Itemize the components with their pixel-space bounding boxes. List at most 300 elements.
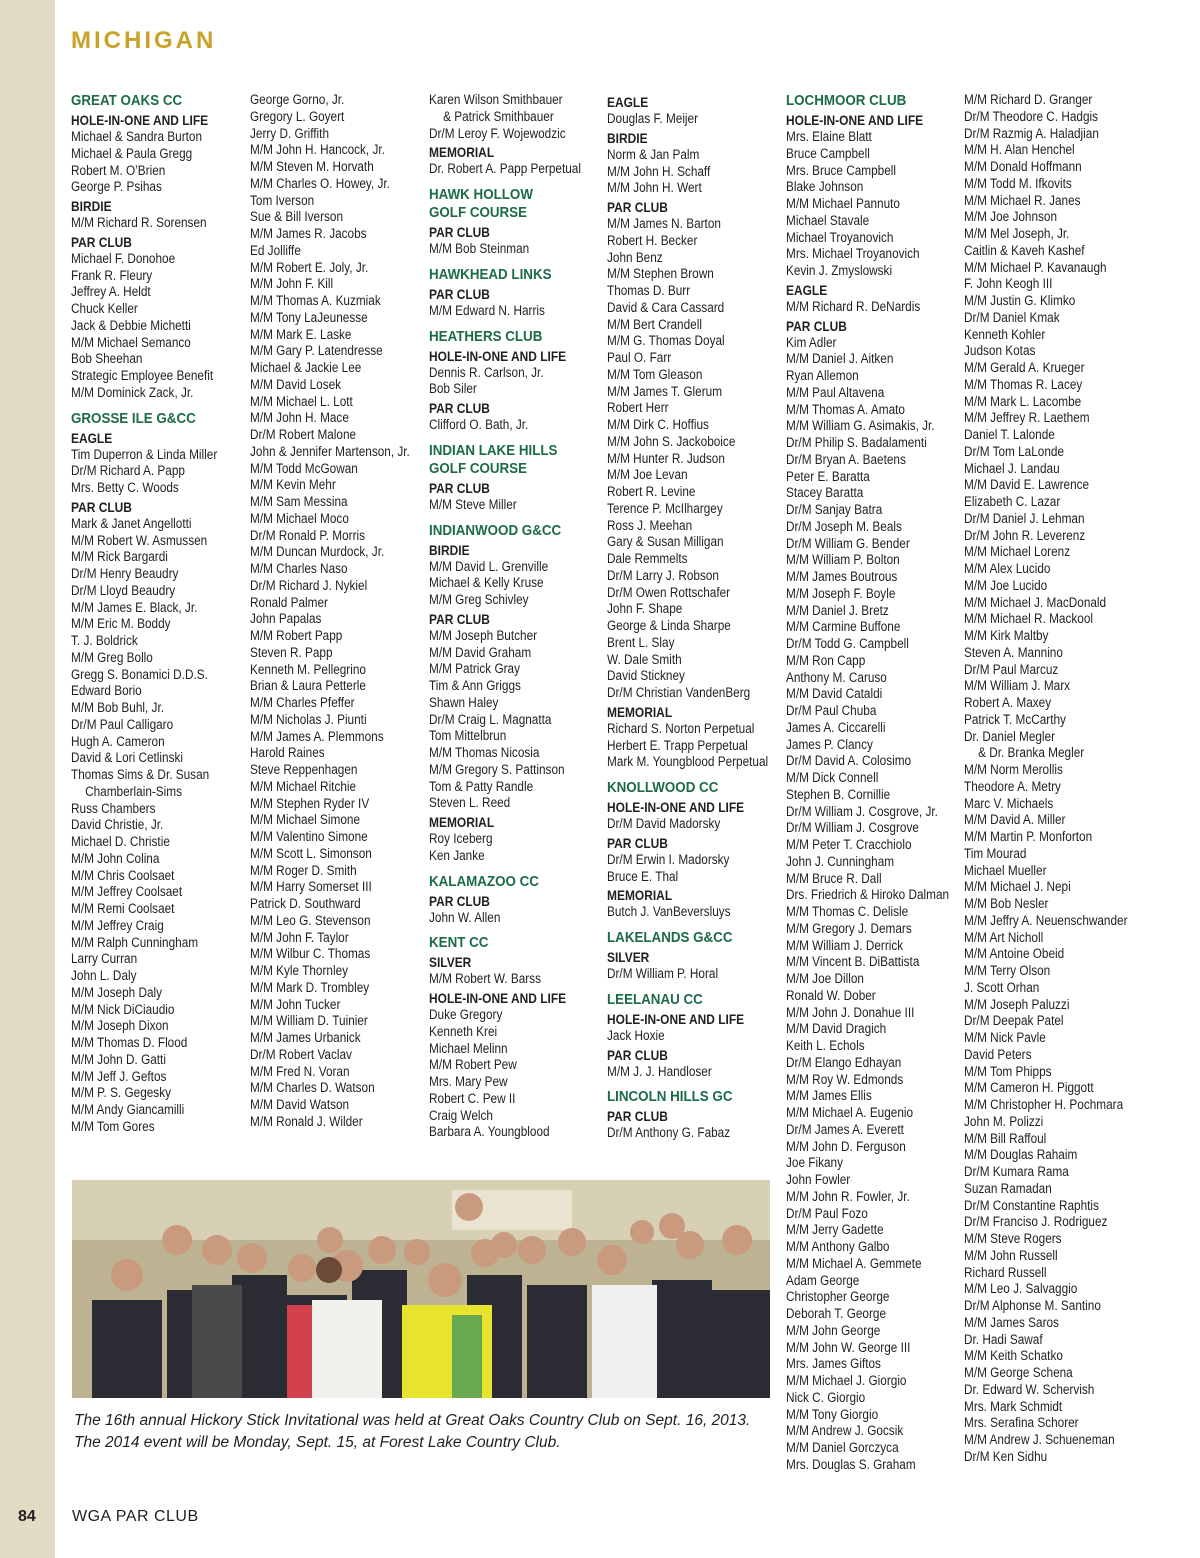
member-name: Michael & Jackie Lee	[250, 360, 362, 375]
member-name: M/M Michael Semanco	[71, 334, 191, 350]
member-name: James A. Ciccarelli	[786, 719, 886, 735]
member-name: Steven A. Mannino	[964, 644, 1063, 660]
member-name: Terence P. McIlhargey	[607, 500, 723, 516]
member-name: Brent L. Slay	[607, 634, 675, 650]
member-name: M/M Nicholas J. Piunti	[250, 711, 367, 727]
member-name: M/M Ron Capp	[786, 652, 866, 668]
member-name: Drs. Friedrich & Hiroko Dalman	[786, 887, 950, 903]
member-name: M/M Michael Moco	[250, 510, 349, 526]
member-name: M/M Andrew J. Gocsik	[786, 1423, 904, 1439]
club-heading: KENT CC	[429, 934, 489, 952]
member-name: Dr/M John R. Leverenz	[964, 527, 1086, 543]
member-name: F. John Keogh III	[964, 276, 1053, 292]
member-name: M/M David E. Lawrence	[964, 477, 1090, 493]
member-name: M/M H. Alan Henchel	[964, 142, 1075, 158]
member-name: M/M Jeffrey Coolsaet	[71, 884, 183, 900]
member-name: Tom & Patty Randle	[429, 778, 534, 794]
member-name: M/M Peter T. Cracchiolo	[786, 837, 912, 852]
member-name: Kenneth Krei	[429, 1023, 498, 1039]
member-name: Herbert E. Trapp Perpetual	[607, 737, 748, 753]
member-name: Judson Kotas	[964, 343, 1036, 359]
member-name: Deborah T. George	[786, 1306, 887, 1321]
member-name: Jack & Debbie Michetti	[71, 317, 191, 333]
member-name: M/M Thomas R. Lacey	[964, 376, 1083, 392]
member-name: M/M John Tucker	[250, 996, 341, 1012]
member-name: Robert R. Levine	[607, 484, 696, 499]
member-name: Dr/M Tom LaLonde	[964, 443, 1065, 459]
member-name: Barbara A. Youngblood	[429, 1124, 550, 1140]
member-name: Ronald W. Dober	[786, 987, 876, 1003]
member-name: M/M Steven M. Horvath	[250, 159, 374, 174]
member-name: Steven R. Papp	[250, 644, 333, 660]
club-heading: KNOLLWOOD CC	[607, 779, 719, 796]
member-name: Christopher George	[786, 1289, 890, 1305]
member-name: Dr/M Sanjay Batra	[786, 502, 883, 517]
member-name: M/M John H. Mace	[250, 410, 349, 426]
member-name: Dr/M Paul Calligaro	[71, 716, 174, 732]
member-name: M/M Charles Pfeffer	[250, 695, 355, 710]
member-name: Steve Reppenhagen	[250, 762, 358, 777]
member-name: Michael Mueller	[964, 862, 1047, 878]
member-name: Dr/M Alphonse M. Santino	[964, 1298, 1101, 1313]
member-name: Theodore A. Metry	[964, 778, 1061, 794]
member-name: M/M Valentino Simone	[250, 829, 368, 844]
member-name: Tom Iverson	[250, 192, 315, 208]
member-name: M/M Michael A. Eugenio	[786, 1105, 914, 1120]
member-name: Dennis R. Carlson, Jr.	[429, 364, 544, 380]
member-name: M/M Bob Steinman	[429, 241, 530, 256]
member-name: M/M John R. Fowler, Jr.	[786, 1188, 910, 1204]
member-name: M/M Charles O. Howey, Jr.	[250, 175, 390, 191]
membership-level-heading: MEMORIAL	[429, 815, 495, 830]
member-name: M/M Michael Pannuto	[786, 196, 900, 211]
member-name: M/M Todd M. Ifkovits	[964, 175, 1072, 191]
member-name: M/M Greg Schivley	[429, 592, 529, 607]
member-name: M/M Jeffrey R. Laethem	[964, 410, 1090, 426]
member-name: M/M Bob Nesler	[964, 896, 1049, 911]
member-name: M/M William G. Asimakis, Jr.	[786, 418, 935, 434]
club-heading: GOLF COURSE	[429, 204, 528, 221]
member-name: Dr/M William J. Cosgrove	[786, 820, 919, 836]
member-name: M/M Cameron H. Piggott	[964, 1080, 1094, 1096]
member-name: M/M Antoine Obeid	[964, 946, 1065, 962]
membership-level-heading: PAR CLUB	[71, 499, 132, 515]
member-name: M/M Mark D. Trombley	[250, 979, 370, 995]
membership-level-heading: PAR CLUB	[429, 480, 490, 496]
member-name: Tom Mittelbrun	[429, 728, 507, 744]
member-name: Michael D. Christie	[71, 834, 170, 849]
member-name: M/M David Losek	[250, 376, 342, 392]
member-name: M/M John J. Donahue III	[786, 1004, 915, 1020]
member-name: Caitlin & Kaveh Kashef	[964, 242, 1085, 258]
member-name: M/M Michael Simone	[250, 812, 361, 828]
member-name: Douglas F. Meijer	[607, 111, 699, 126]
member-name: David Christie, Jr.	[71, 817, 164, 833]
member-name: Duke Gregory	[429, 1007, 503, 1022]
listing-column-2	[250, 92, 410, 1131]
member-name: M/M G. Thomas Doyal	[607, 333, 725, 349]
member-name: Daniel T. Lalonde	[964, 427, 1055, 442]
member-name: M/M Robert W. Asmussen	[71, 532, 208, 548]
membership-level-heading: HOLE-IN-ONE AND LIFE	[71, 113, 209, 128]
member-name: M/M Mark L. Lacombe	[964, 393, 1082, 409]
member-name: M/M Charles D. Watson	[250, 1080, 375, 1096]
member-name: M/M Michael P. Kavanaugh	[964, 259, 1107, 275]
member-name: Jeffrey A. Heldt	[71, 284, 151, 300]
member-name: M/M Joseph Daly	[71, 984, 163, 1000]
member-name: M/M Robert Pew	[429, 1057, 517, 1073]
member-name: M/M James E. Black, Jr.	[71, 599, 198, 615]
member-name: M/M John D. Gatti	[71, 1051, 166, 1067]
member-name: M/M George Schena	[964, 1365, 1073, 1380]
member-name: John Papalas	[250, 611, 322, 627]
club-heading: GROSSE ILE G&CC	[71, 409, 196, 427]
member-name: Keith L. Echols	[786, 1038, 865, 1053]
member-name: M/M Roy W. Edmonds	[786, 1071, 904, 1087]
member-name: Dr/M Ronald P. Morris	[250, 527, 366, 543]
membership-level-heading: PAR CLUB	[786, 318, 847, 334]
member-name: M/M Joe Dillon	[786, 971, 864, 986]
member-name: M/M Norm Merollis	[964, 762, 1063, 777]
member-name: M/M P. S. Gegesky	[71, 1085, 171, 1101]
member-name: Kevin J. Zmyslowski	[786, 263, 893, 278]
member-name: Paul O. Farr	[607, 350, 672, 365]
member-name: M/M Michael Lorenz	[964, 544, 1071, 560]
member-name: M/M Hunter R. Judson	[607, 450, 725, 466]
member-name: M/M J. J. Handloser	[607, 1063, 712, 1079]
membership-level-heading: EAGLE	[71, 430, 113, 446]
member-name: James P. Clancy	[786, 736, 873, 752]
listing-column-3	[429, 92, 580, 1141]
member-name: Robert H. Becker	[607, 232, 698, 248]
member-name: M/M Todd McGowan	[250, 460, 358, 476]
club-heading: GREAT OAKS CC	[71, 92, 183, 109]
member-name: M/M David A. Miller	[964, 812, 1066, 828]
member-name: Dr/M Daniel J. Lehman	[964, 510, 1085, 526]
member-name: M/M Dirk C. Hoffius	[607, 417, 709, 432]
member-name: Dr/M Franciso J. Rodriguez	[964, 1214, 1108, 1230]
membership-level-heading: HOLE-IN-ONE AND LIFE	[607, 800, 745, 815]
member-name: M/M William D. Tuinier	[250, 1013, 368, 1029]
member-name: Gregory L. Goyert	[250, 108, 345, 124]
member-name: M/M Bob Buhl, Jr.	[71, 700, 165, 715]
member-name: M/M William J. Marx	[964, 678, 1071, 694]
member-name: M/M Michael J. Nepi	[964, 879, 1071, 895]
member-name: Robert Herr	[607, 400, 669, 416]
member-name: John W. Allen	[429, 909, 501, 925]
member-name: J. Scott Orhan	[964, 979, 1040, 995]
member-name: Dale Remmelts	[607, 551, 688, 566]
member-name: M/M William J. Derrick	[786, 937, 904, 953]
member-name: M/M John S. Jackoboice	[607, 433, 736, 449]
member-name: M/M Joseph F. Boyle	[786, 585, 896, 601]
member-name: M/M Dominick Zack, Jr.	[71, 384, 194, 400]
member-name: Suzan Ramadan	[964, 1180, 1052, 1196]
member-name: M/M Jeffrey Craig	[71, 917, 164, 933]
member-name: M/M James Saros	[964, 1314, 1059, 1330]
member-name: Dr/M Lloyd Beaudry	[71, 582, 176, 598]
membership-level-heading: PAR CLUB	[429, 401, 490, 416]
member-name: Thomas D. Burr	[607, 283, 691, 298]
listing-column-1	[71, 92, 222, 1136]
member-name: M/M Keith Schatko	[964, 1348, 1063, 1364]
member-name: Dr/M James A. Everett	[786, 1121, 904, 1137]
member-name: M/M Nick Pavle	[964, 1030, 1046, 1045]
membership-level-heading: MEMORIAL	[429, 145, 495, 161]
listing-column-4	[607, 92, 769, 1142]
member-name: Ronald Palmer	[250, 594, 328, 610]
member-name: Richard S. Norton Perpetual	[607, 720, 755, 736]
member-name: Dr/M William J. Cosgrove, Jr.	[786, 803, 938, 819]
member-name: M/M Jeffry A. Neuenschwander	[964, 912, 1128, 928]
club-heading: LINCOLN HILLS GC	[607, 1088, 733, 1106]
member-name: Dr/M William P. Horal	[607, 966, 719, 981]
club-heading: LOCHMOOR CLUB	[786, 92, 907, 109]
member-name: Dr/M William G. Bender	[786, 535, 910, 551]
member-name: Dr/M Leroy F. Wojewodzic	[429, 125, 566, 141]
member-name: Dr/M David Madorsky	[607, 816, 721, 831]
page-number: 84	[18, 1508, 36, 1525]
member-name: Dr/M Bryan A. Baetens	[786, 451, 906, 467]
member-name: John & Jennifer Martenson, Jr.	[250, 443, 410, 459]
member-name: Mrs. Mary Pew	[429, 1074, 508, 1089]
member-name: Adam George	[786, 1272, 860, 1288]
member-name: M/M Steve Rogers	[964, 1231, 1062, 1246]
member-name: M/M Mel Joseph, Jr.	[964, 226, 1070, 241]
member-name-continuation: & Patrick Smithbauer	[443, 108, 554, 124]
member-name: M/M Kevin Mehr	[250, 477, 336, 493]
member-name: M/M Roger D. Smith	[250, 862, 357, 878]
member-name: M/M Donald Hoffmann	[964, 159, 1082, 174]
club-heading: GOLF COURSE	[429, 459, 528, 477]
membership-level-heading: PAR CLUB	[429, 611, 490, 627]
member-name: Peter E. Baratta	[786, 468, 870, 484]
member-name: M/M Tony Giorgio	[786, 1406, 879, 1422]
member-name: M/M John George	[786, 1322, 881, 1338]
member-name: Dr/M Ken Sidhu	[964, 1448, 1048, 1464]
member-name: Dr/M Anthony G. Fabaz	[607, 1125, 731, 1141]
member-name: M/M Michael A. Gemmete	[786, 1255, 922, 1271]
member-name: M/M Chris Coolsaet	[71, 867, 175, 883]
member-name: M/M Michael Ritchie	[250, 778, 357, 794]
member-name: Frank R. Fleury	[71, 267, 153, 283]
member-name: David Peters	[964, 1046, 1032, 1062]
member-name: M/M Joe Lucido	[964, 577, 1048, 593]
member-name: Thomas Sims & Dr. Susan	[71, 767, 210, 782]
member-name: M/M William P. Bolton	[786, 552, 900, 568]
member-name: M/M Richard R. DeNardis	[786, 298, 921, 314]
member-name: Jerry D. Griffith	[250, 125, 330, 141]
member-name: Bruce E. Thal	[607, 868, 679, 884]
member-name: Russ Chambers	[71, 800, 156, 816]
membership-level-heading: EAGLE	[786, 282, 828, 298]
member-name: M/M Bruce R. Dall	[786, 870, 882, 886]
member-name: Robert M. O’Brien	[71, 162, 166, 178]
member-name: M/M Joseph Butcher	[429, 627, 538, 643]
photo-caption: The 16th annual Hickory Stick Invitational was held at Great Oaks Country Club on Sept. 16, 2013. The 2014 event will be Monday, Sept. 15, at Forest Lake Country Club.	[74, 1412, 751, 1451]
member-name: Mrs. Betty C. Woods	[71, 480, 179, 495]
member-name: Mrs. Bruce Campbell	[786, 162, 897, 178]
member-name: Robert A. Maxey	[964, 695, 1052, 710]
member-name: M/M Gary P. Latendresse	[250, 343, 383, 359]
member-name: M/M Steve Miller	[429, 496, 517, 512]
club-heading: HAWK HOLLOW	[429, 186, 533, 203]
member-name: M/M Jeff J. Geftos	[71, 1068, 167, 1084]
member-name: Marc V. Michaels	[964, 795, 1054, 811]
member-name: Mrs. Michael Troyanovich	[786, 246, 920, 262]
listing-column-6	[964, 92, 1128, 1466]
member-name: Dr. Hadi Sawaf	[964, 1331, 1043, 1347]
member-name: M/M Paul Altavena	[786, 384, 885, 400]
member-name: Tim & Ann Griggs	[429, 678, 521, 693]
member-name: Michael F. Donohoe	[71, 250, 176, 266]
member-name: M/M Gerald A. Krueger	[964, 360, 1085, 375]
member-name: M/M James Ellis	[786, 1088, 872, 1104]
member-name: M/M Kyle Thornley	[250, 963, 349, 978]
member-name: John J. Cunningham	[786, 853, 895, 869]
member-name: M/M Christopher H. Pochmara	[964, 1097, 1124, 1112]
member-name: Kenneth Kohler	[964, 326, 1046, 342]
member-name: Dr/M Kumara Rama	[964, 1164, 1069, 1179]
member-name: Dr/M Constantine Raphtis	[964, 1197, 1099, 1213]
member-name: M/M Michael R. Mackool	[964, 611, 1094, 627]
member-name: Patrick D. Southward	[250, 896, 361, 911]
member-name: John L. Daly	[71, 968, 137, 983]
member-name: Michael Melinn	[429, 1040, 508, 1056]
member-name: M/M James Boutrous	[786, 569, 898, 584]
member-name: Anthony M. Caruso	[786, 669, 887, 685]
member-name: M/M James A. Plemmons	[250, 728, 384, 744]
membership-level-heading: SILVER	[429, 955, 472, 971]
member-name: Dr/M Todd G. Campbell	[786, 636, 909, 651]
membership-level-heading: HOLE-IN-ONE AND LIFE	[607, 1011, 745, 1027]
membership-level-heading: PAR CLUB	[429, 286, 490, 302]
club-heading: KALAMAZOO CC	[429, 872, 539, 890]
club-heading: INDIAN LAKE HILLS	[429, 441, 558, 459]
membership-level-heading: PAR CLUB	[429, 225, 490, 240]
member-name: M/M Fred N. Voran	[250, 1063, 350, 1079]
member-name: Bob Sheehan	[71, 351, 143, 367]
member-name: David Stickney	[607, 668, 685, 684]
group-photo	[72, 1180, 770, 1398]
member-name: Bob Siler	[429, 381, 477, 397]
member-name: Harold Raines	[250, 745, 325, 761]
member-name: Michael & Kelly Kruse	[429, 575, 544, 591]
member-name: Ryan Allemon	[786, 368, 859, 383]
member-name: M/M Robert Papp	[250, 628, 343, 643]
member-name: Joe Fikany	[786, 1155, 843, 1171]
member-name: M/M John Russell	[964, 1247, 1058, 1263]
member-name: M/M Martin P. Monforton	[964, 829, 1093, 844]
member-name: M/M David Watson	[250, 1097, 350, 1112]
member-name: Mrs. James Giftos	[786, 1356, 881, 1372]
member-name: M/M Carmine Buffone	[786, 619, 901, 635]
member-name: Brian & Laura Petterle	[250, 678, 366, 694]
member-name: Mark M. Youngblood Perpetual	[607, 754, 769, 770]
listing-column-5	[786, 92, 950, 1474]
membership-level-heading: SILVER	[607, 950, 650, 965]
member-name: M/M Thomas A. Kuzmiak	[250, 293, 381, 308]
member-name: Sue & Bill Iverson	[250, 209, 344, 225]
member-name: M/M Daniel J. Aitken	[786, 351, 894, 367]
member-name: Ken Janke	[429, 847, 485, 863]
member-name: M/M David Dragich	[786, 1021, 887, 1037]
member-name: Dr/M Christian VandenBerg	[607, 685, 751, 700]
member-name: M/M Terry Olson	[964, 963, 1051, 978]
member-name: M/M Harry Somerset III	[250, 879, 372, 895]
member-name: M/M Douglas Rahaim	[964, 1147, 1078, 1163]
membership-level-heading: BIRDIE	[71, 199, 112, 214]
member-name: M/M Bill Raffoul	[964, 1130, 1047, 1146]
membership-level-heading: PAR CLUB	[607, 200, 668, 215]
member-name: Dr/M Robert Malone	[250, 427, 357, 442]
member-name-continuation: & Dr. Branka Megler	[978, 745, 1085, 761]
member-name: Gregg S. Bonamici D.D.S.	[71, 666, 208, 682]
member-name: George Gorno, Jr.	[250, 92, 345, 107]
member-name: M/M Joe Levan	[607, 467, 688, 483]
member-name: Hugh A. Cameron	[71, 733, 165, 749]
membership-level-heading: MEMORIAL	[607, 888, 673, 904]
member-name: M/M Justin G. Klimko	[964, 293, 1076, 308]
member-name: M/M John H. Schaff	[607, 163, 711, 179]
club-heading: HEATHERS CLUB	[429, 327, 543, 345]
member-name: George & Linda Sharpe	[607, 618, 731, 633]
member-name: M/M Tom Gores	[71, 1118, 155, 1134]
member-name: Robert C. Pew II	[429, 1090, 516, 1106]
member-name: M/M Sam Messina	[250, 494, 348, 509]
member-name: Dr/M Deepak Patel	[964, 1013, 1064, 1029]
member-name: M/M Anthony Galbo	[786, 1239, 890, 1254]
member-name: Mrs. Mark Schmidt	[964, 1398, 1063, 1414]
member-name: M/M Scott L. Simonson	[250, 845, 372, 861]
member-name: M/M Tom Phipps	[964, 1063, 1052, 1079]
member-name: T. J. Boldrick	[71, 633, 138, 648]
member-name: Dr/M Larry J. Robson	[607, 567, 719, 583]
membership-level-heading: PAR CLUB	[607, 1047, 668, 1063]
member-name: W. Dale Smith	[607, 651, 682, 667]
member-name: M/M Richard R. Sorensen	[71, 215, 207, 230]
member-name: M/M Andy Giancamilli	[71, 1102, 185, 1117]
member-name: M/M John D. Ferguson	[786, 1138, 906, 1154]
membership-level-heading: BIRDIE	[429, 542, 470, 558]
member-name: Jack Hoxie	[607, 1027, 665, 1043]
member-name: Dr/M Erwin I. Madorsky	[607, 851, 730, 867]
member-name: Dr. Robert A. Papp Perpetual	[429, 161, 581, 177]
member-name: Ross J. Meehan	[607, 517, 693, 533]
member-name: Michael Troyanovich	[786, 229, 894, 245]
member-name: M/M Duncan Murdock, Jr.	[250, 544, 385, 560]
group-photo-illustration	[72, 1180, 770, 1398]
membership-level-heading: HOLE-IN-ONE AND LIFE	[429, 991, 567, 1006]
member-name: Gary & Susan Milligan	[607, 534, 724, 550]
member-name: Dr/M Paul Marcuz	[964, 661, 1059, 677]
member-name: M/M Ronald J. Wilder	[250, 1113, 363, 1129]
member-name: M/M John F. Taylor	[250, 929, 349, 945]
member-name: David & Cara Cassard	[607, 299, 725, 315]
member-name: M/M John F. Kill	[250, 276, 334, 292]
footer-publication-label: WGA PAR CLUB	[72, 1508, 199, 1525]
member-name: Shawn Haley	[429, 694, 499, 710]
member-name: M/M Daniel J. Bretz	[786, 602, 889, 618]
member-name: M/M Nick DiCiaudio	[71, 1001, 175, 1017]
club-heading: LEELANAU CC	[607, 990, 703, 1008]
member-name: Mark & Janet Angellotti	[71, 515, 192, 531]
member-name: M/M John Colina	[71, 850, 160, 866]
member-name: M/M David Graham	[429, 644, 532, 660]
member-name: M/M Michael J. MacDonald	[964, 594, 1107, 610]
member-name: M/M Stephen Brown	[607, 266, 714, 282]
member-name: Dr/M Craig L. Magnatta	[429, 711, 552, 727]
